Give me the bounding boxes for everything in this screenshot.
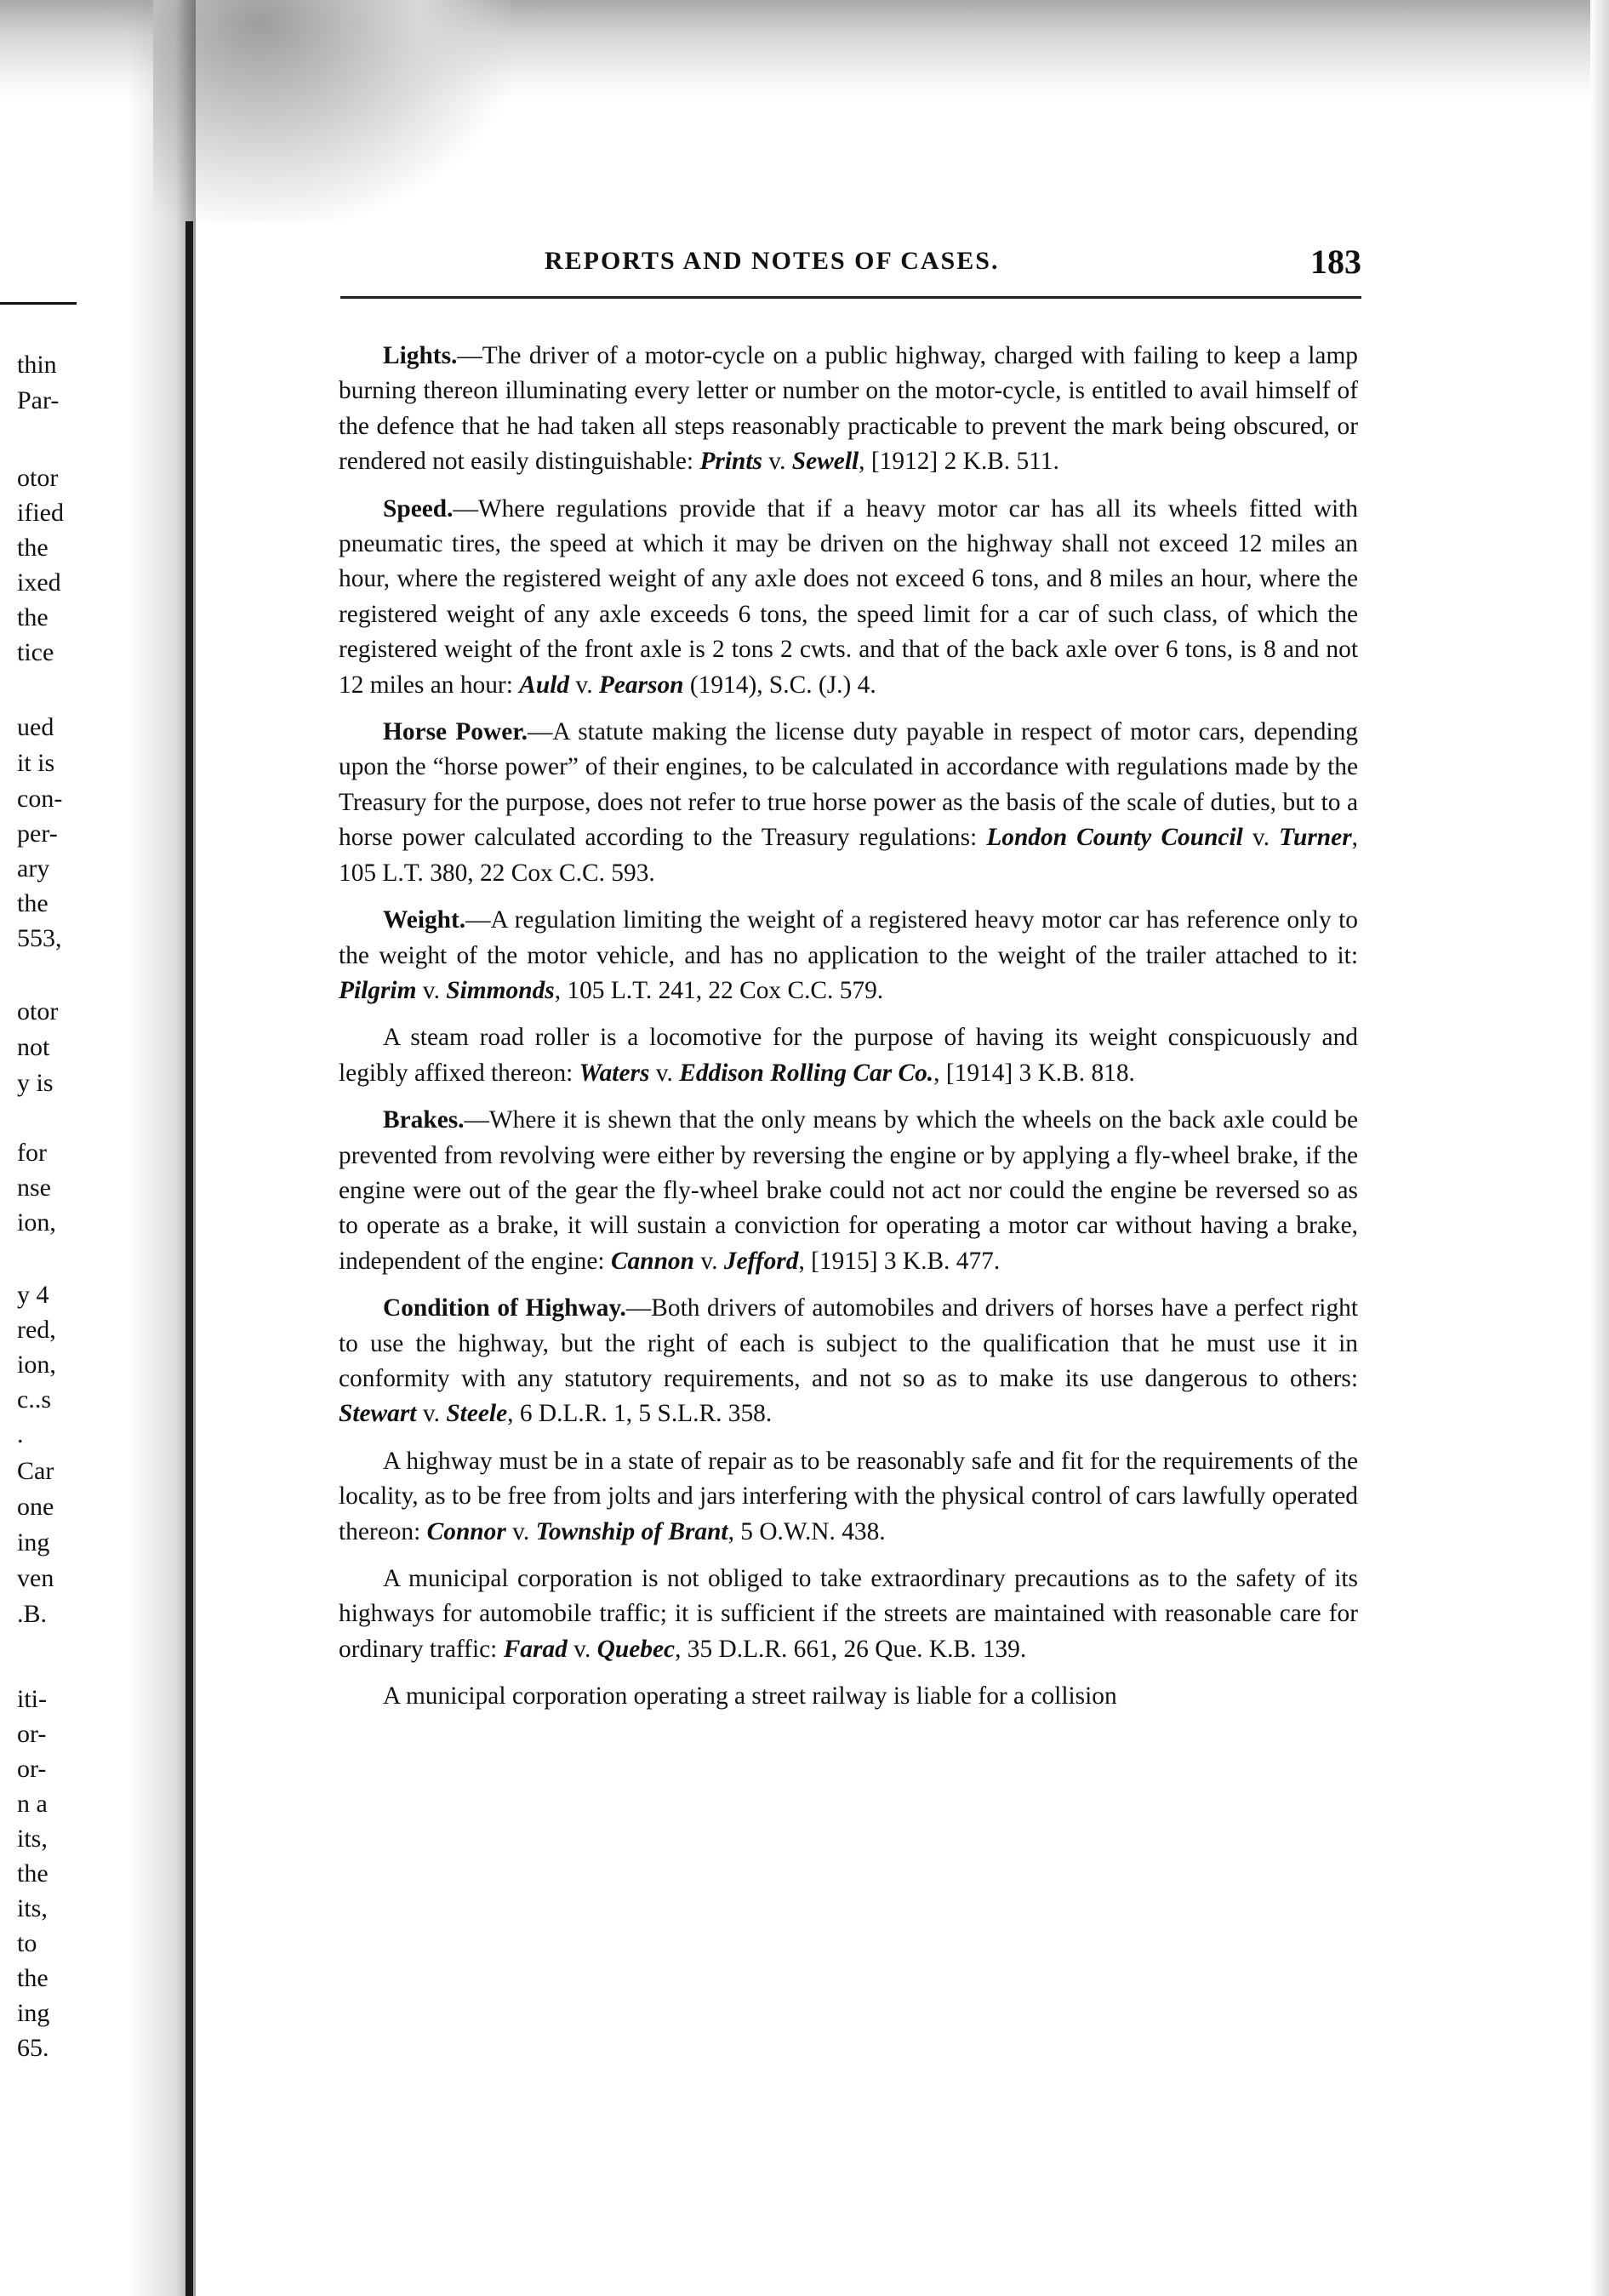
case-name: Simmonds (446, 976, 555, 1004)
previous-page-margin (0, 0, 183, 2296)
case-name: Sewell (791, 448, 859, 476)
margin-fragment: the (17, 534, 48, 562)
paragraph-lights (339, 339, 1358, 480)
paragraph-text: A highway must be in a state of repair as to be reasonably safe and fit for the requirements of the locality, as to be free from jolts and jars interfering with the physical control of cars lawfully operated thereon: (339, 1447, 1358, 1545)
margin-fragment: 553, (17, 924, 62, 952)
margin-fragment: c..s (17, 1385, 51, 1414)
paragraph-text: —A regulation limiting the weight of a registered heavy motor car has reference only to the weight of the motor vehicle, and has no application to the weight of the trailer attached to it: (339, 906, 1358, 969)
paragraph-text: —A statute making the license duty payable in respect of motor cars, depending upon the “horse power” of their engines, to be calculated in accordance with regulations made by the Treasury for the purpose, does not refer to true horse power as the basis of the scale of duties, but to a horse power calculated according to the Treasury regulations: (339, 718, 1359, 852)
versus: v. (416, 1400, 447, 1428)
case-name: Farad (503, 1635, 568, 1663)
paragraph-highway-repair (339, 1444, 1358, 1550)
margin-fragment: ion, (17, 1351, 56, 1379)
paragraph-text: —Where regulations provide that if a heavy motor car has all its wheels fitted with pneumatic tires, the speed at which it may be driven on the highway shall not exceed 12 miles an hour, where the registered weight of any axle does not exceed 6 tons, and 8 miles an hour, where the registered weight of any axle exceeds 6 tons, the speed limit for a car of such class, of which the registered weight of the front axle is 2 tons 2 cwts. and that of the back axle over 6 tons, is 8 and not 12 miles an hour: (339, 494, 1358, 699)
margin-fragment: its, (17, 1825, 48, 1853)
paragraph-horse-power (339, 715, 1358, 891)
binding-gutter-line (185, 221, 193, 2296)
page-edge-shadow (1590, 0, 1609, 2296)
case-name: Pilgrim (339, 976, 417, 1004)
margin-fragment: nse (17, 1174, 51, 1202)
margin-fragment: n a (17, 1790, 48, 1818)
paragraph-road-roller (339, 1020, 1358, 1091)
citation: , [1912] 2 K.B. 511. (859, 448, 1059, 476)
paragraph-municipal-precautions (339, 1562, 1358, 1667)
margin-fragment: it is (17, 749, 55, 777)
paragraph-condition-of-highway (339, 1291, 1358, 1432)
margin-fragment: y 4 (17, 1281, 49, 1309)
margin-fragment: its, (17, 1894, 48, 1922)
citation: , [1914] 3 K.B. 818. (933, 1059, 1135, 1087)
paragraph-heading: Weight. (383, 906, 466, 934)
margin-fragment: per- (17, 820, 58, 848)
case-name: Stewart (339, 1400, 417, 1428)
case-name: Township of Brant (535, 1517, 728, 1545)
versus: v. (416, 976, 447, 1004)
versus: v. (569, 671, 599, 699)
margin-fragment: one (17, 1493, 54, 1521)
margin-fragment: the (17, 889, 48, 917)
margin-fragment: ion, (17, 1208, 56, 1237)
margin-fragment: ued (17, 713, 54, 741)
running-head: REPORTS AND NOTES OF CASES. (545, 247, 1000, 275)
case-name: Pearson (598, 671, 684, 699)
paragraph-text: A municipal corporation operating a street railway is liable for a collision (383, 1682, 1117, 1711)
margin-fragment: not (17, 1033, 50, 1061)
margin-fragment: ing (17, 1999, 50, 2027)
margin-fragment: ven (17, 1564, 54, 1592)
case-name: Prints (699, 448, 762, 476)
versus: v. (505, 1517, 536, 1545)
paragraph-brakes (339, 1103, 1358, 1279)
margin-fragment: otor (17, 997, 59, 1025)
case-name: Steele (446, 1400, 508, 1428)
case-name: Cannon (610, 1247, 694, 1275)
paragraph-heading: Brakes. (383, 1106, 465, 1134)
paragraph-heading: Speed. (383, 494, 454, 523)
citation: , 105 L.T. 380, 22 Cox C.C. 593. (339, 824, 1358, 887)
case-name: Jefford (723, 1247, 799, 1275)
citation: , 35 D.L.R. 661, 26 Que. K.B. 139. (675, 1635, 1027, 1663)
case-name: Quebec (596, 1635, 676, 1663)
citation: , [1915] 3 K.B. 477. (798, 1247, 1001, 1275)
margin-fragment: y is (17, 1069, 54, 1097)
scan-shadow-corner (153, 0, 511, 221)
paragraph-heading: Condition of Highway. (383, 1294, 626, 1322)
margin-fragment: ary (17, 854, 50, 882)
margin-fragment: Car (17, 1457, 54, 1485)
margin-fragment: ixed (17, 568, 61, 597)
citation: , 5 O.W.N. 438. (727, 1517, 886, 1545)
margin-fragment: ified (17, 499, 64, 527)
margin-fragment: the (17, 603, 48, 631)
case-name: Turner (1279, 824, 1352, 852)
paragraph-heading: Horse Power. (383, 718, 528, 746)
paragraph-text: A municipal corporation is not obliged to take extraordinary precautions as to the safety of its highways for automobile traffic; it is sufficient if the streets are maintained with reasonable care for ordinary traffic: (339, 1565, 1358, 1663)
case-name: Eddison Rolling Car Co. (679, 1059, 934, 1087)
versus: v. (567, 1635, 597, 1663)
margin-fragment: ing (17, 1528, 50, 1556)
case-name: London County Council (986, 824, 1243, 852)
margin-fragment: .B. (17, 1600, 48, 1628)
margin-fragment: to (17, 1929, 37, 1957)
margin-fragment: the (17, 1964, 48, 1992)
margin-fragment: 65. (17, 2034, 49, 2062)
margin-fragment: Par- (17, 386, 60, 414)
paragraph-text: A steam road roller is a locomotive for the purpose of having its weight conspicuously and legibly affixed thereon: (339, 1024, 1358, 1087)
margin-fragment: red, (17, 1316, 56, 1344)
versus: v. (762, 448, 792, 476)
margin-fragment: iti- (17, 1685, 47, 1713)
versus: v. (693, 1247, 724, 1275)
paragraph-text: —Both drivers of automobiles and drivers of horses have a perfect right to use the highway, but the right of each is subject to the qualification that he must use it in conformity with any statutory requirements, and not so as to make its use dangerous to others: (339, 1294, 1359, 1392)
margin-fragment: thin (17, 351, 57, 379)
paragraph-street-railway (339, 1679, 1358, 1714)
case-name: Auld (519, 671, 570, 699)
paragraph-text: —Where it is shewn that the only means by which the wheels on the back axle could be prevented from revolving were either by reversing the engine or by applying a fly-wheel brake, if the engine were out of the gear the fly-wheel brake could not act nor could the engine be reversed so as to operate as a brake, it will sustain a conviction for operating a motor car without having a brake, independent of the engine: (339, 1106, 1358, 1275)
margin-fragment: the (17, 1859, 48, 1888)
margin-fragment: or- (17, 1755, 47, 1783)
versus: v. (1242, 824, 1280, 852)
margin-fragment: for (17, 1139, 47, 1167)
paragraph-weight (339, 903, 1358, 1008)
margin-fragment: otor (17, 464, 59, 492)
header-rule (340, 296, 1361, 299)
case-name: Waters (579, 1059, 650, 1087)
paragraph-heading: Lights. (383, 342, 458, 369)
versus: v. (649, 1059, 680, 1087)
page-header (545, 243, 1361, 284)
citation: (1914), S.C. (J.) 4. (683, 671, 876, 699)
margin-fragment: con- (17, 785, 63, 813)
margin-fragment: or- (17, 1720, 47, 1748)
page-number: 183 (1310, 243, 1361, 281)
citation: , 105 L.T. 241, 22 Cox C.C. 579. (554, 976, 884, 1004)
margin-fragment: . (17, 1420, 24, 1448)
previous-page-rule (0, 302, 77, 305)
page-body (339, 339, 1358, 1715)
paragraph-text: —The driver of a motor-cycle on a public highway, charged with failing to keep a lamp burning thereon illuminating every letter or number on the motor-cycle, is entitled to avail himself of the defence that he had taken all steps reasonably practicable to prevent the mark being obscured, or rendered not easily distinguishable: (339, 342, 1358, 476)
case-name: Connor (426, 1517, 506, 1545)
margin-fragment: tice (17, 638, 54, 666)
paragraph-speed (339, 492, 1358, 703)
citation: , 6 D.L.R. 1, 5 S.L.R. 358. (507, 1400, 773, 1428)
